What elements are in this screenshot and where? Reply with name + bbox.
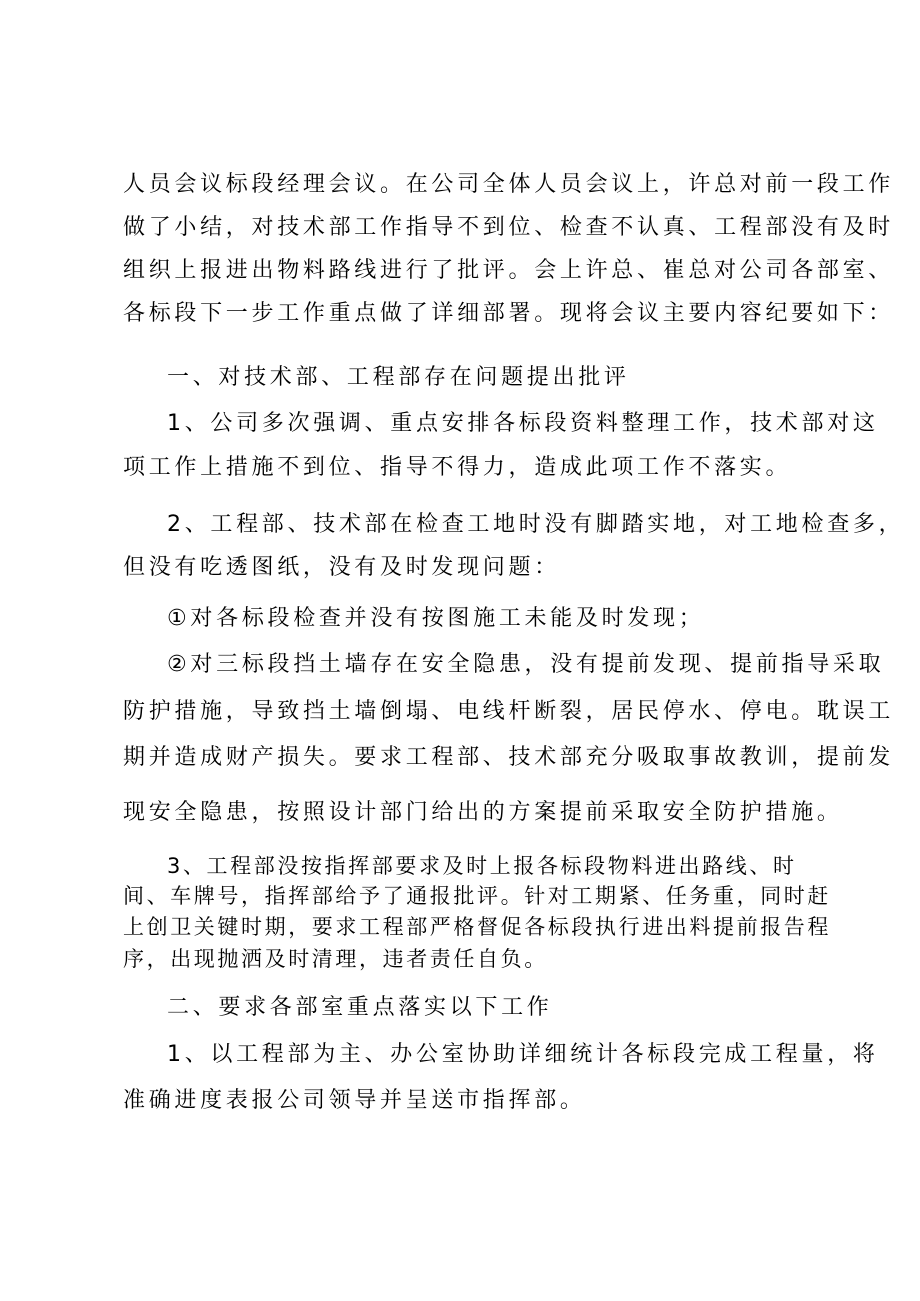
text-line: 上创卫关键时期，要求工程部严格督促各标段执行进出料提前报告程: [123, 915, 831, 939]
text-line: 间、车牌号，指挥部给予了通报批评。针对工期紧、任务重，同时赶: [123, 884, 831, 908]
text-line: 做了小结，对技术部工作指导不到位、检查不认真、工程部没有及时: [123, 215, 895, 240]
section-heading: 二、要求各部室重点落实以下工作: [167, 995, 553, 1020]
text-line: 现安全隐患，按照设计部门给出的方案提前采取安全防护措施。: [123, 800, 843, 825]
text-line: 防护措施，导致挡土墙倒塌、电线杆断裂，居民停水、停电。耽误工: [123, 699, 895, 724]
text-line: ①对各标段检查并没有按图施工未能及时发现；: [167, 606, 705, 631]
text-line: 期并造成财产损失。要求工程部、技术部充分吸取事故教训，提前发: [123, 745, 895, 770]
text-line: 1、以工程部为主、办公室协助详细统计各标段完成工程量，将: [167, 1042, 879, 1067]
text-line: 但没有吃透图纸，没有及时发现问题：: [123, 555, 560, 580]
text-line: 1、公司多次强调、重点安排各标段资料整理工作，技术部对这: [167, 411, 879, 436]
text-line: 各标段下一步工作重点做了详细部署。现将会议主要内容纪要如下：: [123, 301, 895, 326]
text-line: 人员会议标段经理会议。在公司全体人员会议上，许总对前一段工作: [123, 172, 895, 197]
text-line: 项工作上措施不到位、指导不得力，造成此项工作不落实。: [123, 455, 792, 480]
text-line: 准确进度表报公司领导并呈送市指挥部。: [123, 1088, 586, 1113]
text-line: 组织上报进出物料路线进行了批评。会上许总、崔总对公司各部室、: [123, 258, 895, 283]
text-line: ②对三标段挡土墙存在安全隐患，没有提前发现、提前指导采取: [167, 652, 885, 677]
section-heading: 一、对技术部、工程部存在问题提出批评: [167, 365, 630, 390]
text-line: 3、工程部没按指挥部要求及时上报各标段物料进出路线、时: [167, 854, 797, 878]
text-line: 2、工程部、技术部在检查工地时没有脚踏实地，对工地检查多，: [167, 512, 905, 537]
text-line: 序，出现抛洒及时清理，违者责任自负。: [123, 947, 548, 971]
